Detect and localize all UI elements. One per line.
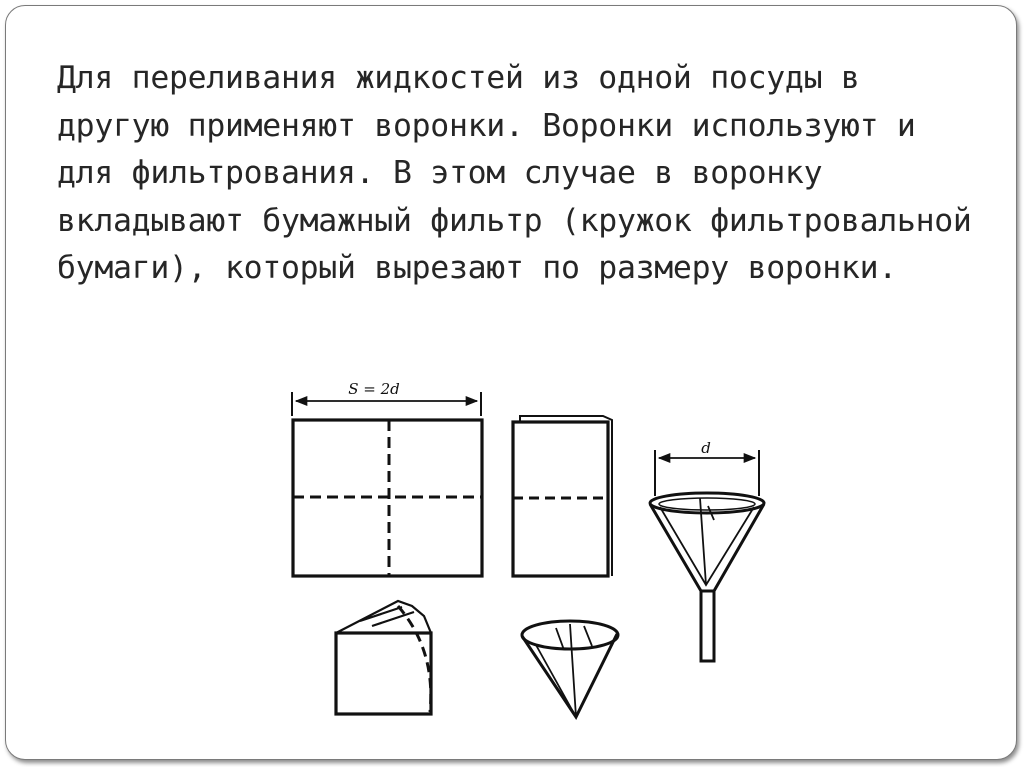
slide-paragraph: Для переливания жидкостей из одной посуды в другую применяют воронки. Воронки используют и для фильтрования. В этом случае в воронку вкладывают бумажный фильтр (кружок фильтровальной бумаги), который вырезают по размеру воронки.	[57, 60, 972, 286]
dimension-label-diameter: d	[701, 439, 711, 457]
dimension-label-sheet: S = 2d	[348, 380, 400, 398]
